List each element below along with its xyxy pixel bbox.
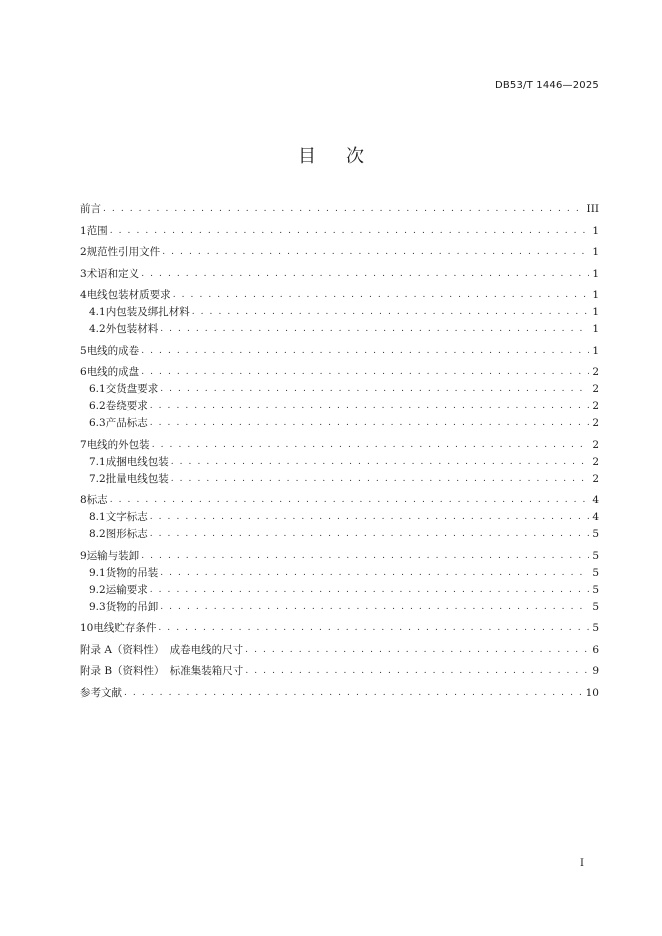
toc-entry-number: 4.1	[89, 306, 106, 318]
toc-leader-dots	[141, 548, 589, 565]
toc-entry-page: 6	[592, 643, 599, 656]
toc-entry-label: 批量电线包装	[105, 472, 169, 485]
toc-entry-label: 电线包装材质要求	[86, 289, 171, 301]
toc-entry[interactable]	[80, 620, 599, 637]
toc-entry-page: 2	[592, 383, 599, 395]
toc-entry-label: 货物的吊卸	[105, 600, 159, 613]
toc-leader-dots	[245, 663, 589, 680]
toc-leader-dots	[150, 582, 589, 599]
toc-entry[interactable]	[80, 381, 599, 398]
toc-entry-label: 电线的成卷	[86, 344, 140, 357]
toc-entry-label: 货物的吊装	[105, 566, 159, 579]
toc-entry-page: 1	[592, 289, 599, 301]
toc-entry-label: 规范性引用文件	[86, 246, 161, 258]
toc-leader-dots	[158, 620, 589, 637]
toc-entry-page: 5	[592, 549, 599, 562]
toc-entry-number: 6.1	[89, 383, 106, 395]
toc-entry[interactable]	[80, 565, 599, 582]
toc-entry-number: 7	[80, 438, 87, 451]
toc-leader-dots	[141, 343, 589, 360]
toc-leader-dots	[150, 509, 589, 526]
toc-entry-label: 文字标志	[105, 511, 148, 523]
toc-entry-number: 9.2	[89, 583, 106, 596]
toc-entry-page: 5	[592, 600, 599, 613]
toc-entry-label: 内包装及绑扎材料	[105, 306, 190, 318]
toc-leader-dots	[110, 223, 589, 240]
toc-entry-page: 1	[592, 267, 599, 280]
toc-entry[interactable]	[80, 599, 599, 616]
toc-entry[interactable]	[80, 343, 599, 360]
toc-entry-number: 4.2	[89, 323, 106, 335]
toc-entry[interactable]	[80, 223, 599, 240]
toc-leader-dots	[141, 266, 589, 283]
toc-entry-label: 电线贮存条件	[93, 622, 157, 634]
toc-leader-dots	[160, 321, 589, 338]
toc-entry-label: 运输要求	[105, 583, 148, 596]
toc-leader-dots	[173, 287, 589, 304]
toc-entry-number: 1	[80, 224, 87, 237]
toc-entry-page: 2	[592, 400, 599, 412]
toc-entry[interactable]	[80, 642, 599, 659]
toc-leader-dots	[160, 565, 589, 582]
toc-entry-label: 标志	[86, 494, 108, 506]
toc-leader-dots	[150, 398, 589, 415]
toc-entry-label: 参考文献	[80, 686, 122, 699]
toc-entry-number: 9	[80, 549, 87, 562]
toc-leader-dots	[103, 201, 585, 218]
toc-leader-dots	[150, 415, 589, 432]
toc-entry-label: 产品标志	[105, 417, 148, 429]
toc-leader-dots	[150, 526, 589, 543]
toc-entry-page: 5	[592, 622, 599, 634]
toc-leader-dots	[171, 471, 589, 488]
toc-leader-dots	[162, 244, 589, 261]
toc-entry-number: 2	[80, 246, 87, 258]
toc-entry-number: 5	[80, 344, 87, 357]
toc-entry-page: 9	[592, 665, 599, 677]
toc-leader-dots	[192, 304, 589, 321]
toc-entry-label: 范围	[86, 224, 108, 237]
toc-entry-page: 2	[592, 455, 599, 468]
toc-entry-number: 3	[80, 267, 87, 280]
toc-entry-page: 5	[592, 528, 599, 540]
toc-entry[interactable]	[80, 685, 599, 702]
toc-entry-page: 1	[592, 323, 599, 335]
toc-entry-label: 成捆电线包装	[105, 455, 169, 468]
toc-entry-page: 1	[592, 344, 599, 357]
toc-entry-number: 6.2	[89, 400, 106, 412]
toc-entry-label: 附录 A（资料性） 成卷电线的尺寸	[80, 643, 244, 656]
toc-entry-label: 术语和定义	[86, 267, 140, 280]
toc-entry-label: 交货盘要求	[105, 383, 159, 395]
toc-leader-dots	[124, 685, 584, 702]
toc-entry-page: 1	[592, 306, 599, 318]
toc-leader-dots	[245, 642, 589, 659]
toc-entry[interactable]	[80, 398, 599, 415]
toc-entry[interactable]	[80, 304, 599, 321]
document-code: DB53/T 1446—2025	[494, 80, 599, 91]
toc-entry-number: 7.2	[89, 472, 106, 485]
toc-leader-dots	[160, 381, 589, 398]
toc-entry-label: 卷绕要求	[105, 400, 148, 412]
toc-leader-dots	[171, 454, 589, 471]
toc-entry-number: 9.3	[89, 600, 106, 613]
toc-entry-page: 1	[592, 224, 599, 237]
toc-entry[interactable]	[80, 471, 599, 488]
toc-entry[interactable]	[80, 287, 599, 304]
table-of-contents	[80, 201, 599, 702]
toc-entry-page: 1	[592, 246, 599, 258]
toc-entry-number: 8.1	[89, 511, 106, 523]
toc-entry-page: 2	[592, 472, 599, 485]
toc-entry[interactable]	[80, 266, 599, 283]
toc-entry-number: 9.1	[89, 566, 106, 579]
page-number: I	[580, 858, 584, 869]
toc-entry-label: 附录 B（资料性） 标准集装箱尺寸	[80, 665, 244, 677]
toc-entry-label: 图形标志	[105, 528, 148, 540]
toc-entry[interactable]	[80, 364, 599, 381]
toc-entry-page: 2	[592, 438, 599, 451]
toc-entry[interactable]	[80, 526, 599, 543]
toc-leader-dots	[152, 437, 589, 454]
toc-entry-page: III	[586, 203, 599, 215]
toc-entry[interactable]	[80, 244, 599, 261]
toc-entry-label: 电线的成盘	[86, 366, 140, 378]
toc-entry-number: 8.2	[89, 528, 106, 540]
toc-entry-label: 电线的外包装	[86, 438, 150, 451]
toc-leader-dots	[110, 492, 589, 509]
toc-entry-label: 运输与装卸	[86, 549, 140, 562]
toc-entry-number: 6	[80, 366, 87, 378]
toc-entry-number: 8	[80, 494, 87, 506]
toc-leader-dots	[160, 599, 589, 616]
toc-entry-number: 4	[80, 289, 87, 301]
toc-entry-page: 4	[592, 494, 599, 506]
toc-entry-page: 5	[592, 583, 599, 596]
toc-entry[interactable]	[80, 582, 599, 599]
toc-entry[interactable]	[80, 201, 599, 218]
toc-entry[interactable]	[80, 548, 599, 565]
toc-entry-label: 前言	[80, 203, 101, 215]
toc-entry[interactable]	[80, 415, 599, 432]
toc-entry-label: 外包装材料	[105, 323, 159, 335]
page-title: 目次	[298, 146, 394, 167]
toc-entry-page: 4	[592, 511, 599, 523]
toc-entry-number: 6.3	[89, 417, 106, 429]
toc-entry-page: 2	[592, 366, 599, 378]
toc-leader-dots	[141, 364, 589, 381]
toc-entry[interactable]	[80, 492, 599, 509]
toc-entry-page: 10	[585, 686, 599, 699]
toc-entry[interactable]	[80, 321, 599, 338]
toc-entry-page: 5	[592, 566, 599, 579]
toc-entry[interactable]	[80, 509, 599, 526]
toc-entry[interactable]	[80, 454, 599, 471]
toc-entry[interactable]	[80, 437, 599, 454]
toc-entry-number: 10	[80, 622, 94, 634]
toc-entry-number: 7.1	[89, 455, 106, 468]
toc-entry-page: 2	[592, 417, 599, 429]
toc-entry[interactable]	[80, 663, 599, 680]
